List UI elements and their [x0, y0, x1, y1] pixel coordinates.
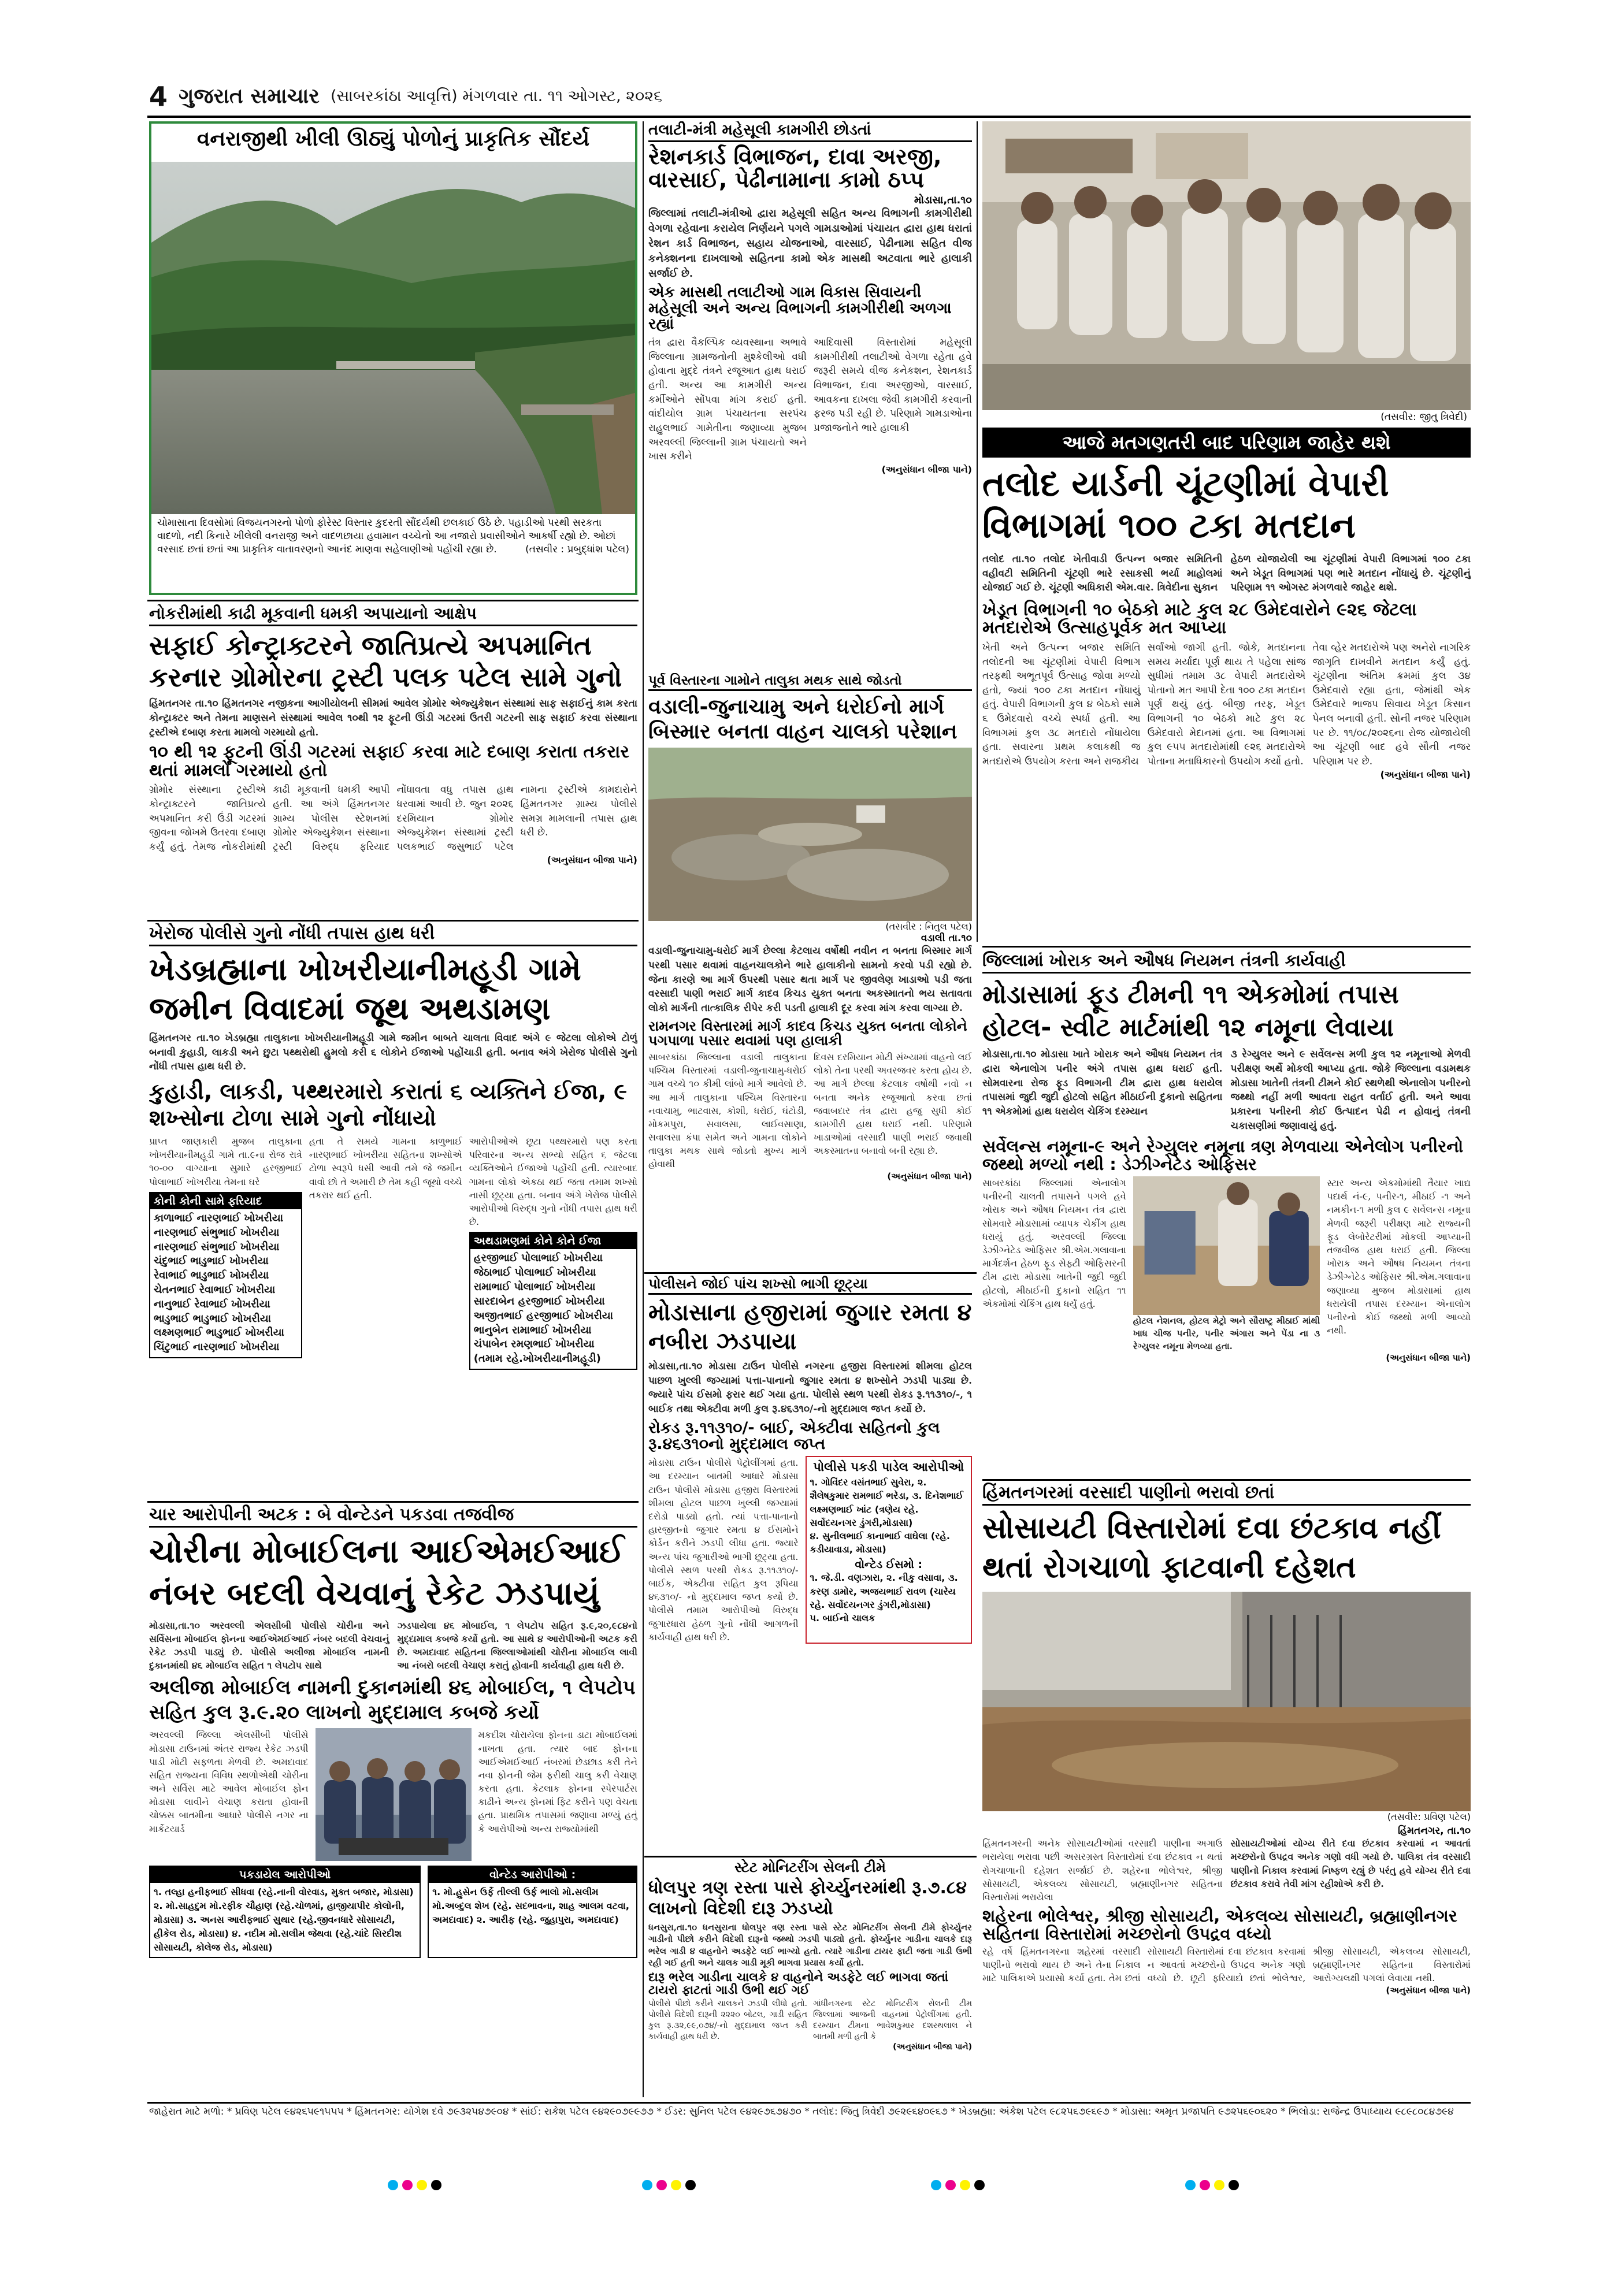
talod-story [982, 121, 1471, 942]
safai-body: ગ્રોમોર સંસ્થાના ટ્રસ્ટીએ કોન્ટ્રાક્ટરને જાતિપ્રત્યે અપમાનિત કરી ઉંડી ગટરમાં જીવના જોખમે ઉતરવા દબાણ કર્યું હતું. તેમજ નોકરીમાંથી કાઢી મૂકવાની ધમકી આપી હતી. આ અંગે હિંમતનગર ગ્રામ્ય પોલીસ સ્ટેશનમાં ગ્રોમોર એજ્યુકેશન સંસ્થાના ટ્રસ્ટી વિરુદ્ધ ફરિયાદ નોંધાવતા વધુ તપાસ હાથ ધરવામાં આવી છે. જુન ૨૦૨૬ દરમિયાન ગ્રોમોર એજ્યુકેશન સંસ્થામાં ટ્રસ્ટી પલકભાઈ જસુભાઈ પટેલ નામના ટ્રસ્ટીએ કામદારોને હિંમતનગર ગ્રામ્ય પોલીસે સમગ્ર મામલાની તપાસ હાથ ધરી છે. [149, 784, 637, 853]
society-subhead: શહેરના ભોલેશ્વર, શ્રીજી સોસાયટી, એકલવ્ય સોસાયટી, બ્રહ્માણીનગર સહિતના વિસ્તારોમાં મચ્છરોનો ઉપદ્રવ વધ્યો [982, 1906, 1457, 1944]
vadali-lead: વડાલી-જુનાચામુ-ધરોઈ માર્ગ છેલ્લા કેટલાય વર્ષોથી નવીન ન બનતા બિસ્માર માર્ગ પરથી પસાર થવામાં વાહનચાલકોને ભારે હાલાકીનો સામનો કરવો પડી રહ્યો છે. જેના કારણે આ માર્ગ ઉપરથી પસાર થતા માર્ગ પર જીવલેણ ખાડાઓ પડી જતા વરસાદી પાણી ભરાઈ માર્ગ કાદવ કિચડ યુક્ત બનતા અકસ્માતનો ભય સતાવતા લોકો માર્ગની તાત્કાલિક રીપેર કરી પડતી હાલાકી દૂર કરવા માંગ કરવા લાગ્યા છે. [648, 945, 972, 1014]
section-rule [644, 1272, 977, 1274]
gambling-subhead: રોકડ રૂ.૧૧૩૧૦/- બાઈ, એક્ટીવા સહિતનો કુલ રૂ.૪૬૩૧૦નો મુદ્દામાલ જપ્ત [648, 1418, 940, 1453]
society-story [982, 1483, 1471, 2101]
accused-box-title: કોની કોની સામે ફરિયાદ [150, 1193, 301, 1209]
wanted-accused-title: વોન્ટેડ આરોપીઓ : [429, 1867, 636, 1883]
gambling-kicker: પોલીસને જોઈ પાંચ શખ્સો ભાગી છૂટ્યા [648, 1276, 972, 1295]
mobile-lead-col1: મોડાસા,તા.૧૦ અરવલ્લી એલસીબી પોલીસે ચોરીના અને સર્વિસના મોબાઈલ ફોનના આઈએમઈઆઈ નંબર બદલી વેચવાનું રેકેટ ઝડપી પાડ્યું છે. પોલીસે અલીજા મોબાઈલ નામની દુકાનમાંથી ૪૬ મોબાઈલ સહિત ૧ લેપટોપ સાથે [149, 1619, 389, 1671]
khedbrahma-headline: ખેડબ્રહ્માના ખોખરીયાનીમહૂડી ગામે જમીન વિવાદમાં જૂથ અથડામણ [149, 951, 581, 1027]
talod-dateline: તલોદ તા.૧૦ [982, 553, 1036, 565]
edition-date: (સાબરકાંઠા આવૃત્તિ) મંગળવાર તા. ૧૧ ઓગસ્ટ, ૨૦૨૬ [331, 87, 663, 105]
list-item: સારદાબેન હરજીભાઈ ખોખરીયા [473, 1295, 605, 1307]
list-item: ૫. બાઈનો ચાલક [810, 1612, 875, 1623]
vadali-dateline: વડાલી તા.૧૦ [921, 932, 972, 945]
khedbrahma-kicker: ખેરોજ પોલીસે ગુનો નોંધી તપાસ હાથ ધરી [149, 923, 637, 946]
gambling-body: મોડાસા ટાઉન પોલીસે પેટ્રોલીંગમાં હતા. આ દરમ્યાન બાતમી આધારે મોડાસા ટાઉન પોલીસે મોડાસા હજીરા વિસ્તારમાં શીમલા હોટલ પાછળ ખુલ્લી જગ્યામાં દરોડો પાડ્યો હતો. ત્યાં પત્તા-પાનાનો હારજીતનો જુગાર રમતા ૪ ઈસમોને કોર્ડન કરીને ઝડપી લીધા હતા. જ્યારે અન્ય પાંચ જુગારીઓ ભાગી છૂટ્યા હતા. પોલીસે સ્થળ પરથી રોકડ રૂ.૧૧૩૧૦/-બાઈક, એક્ટીવા સહિત કુલ રૂપિયા ૪૬૩૧૦/- નો મુદ્દામાલ જપ્ત કર્યો છે. પોલીસે તમામ આરોપીઓ વિરુદ્ધ જુગારધારા હેઠળ ગુનો નોંધી આગળની કાર્યવાહી હાથ ધરી છે. [648, 1457, 799, 1643]
khedbrahma-body-col1: પ્રાપ્ત જાણકારી મુજબ તાલુકાના ખોખરીયાનીમહૂડી ગામે તા.૯ના રોજ રાત્રે ૧૦-૦૦ વાગ્યાના સુમારે હરજીભાઈ પોલાભાઈ ખોખરીયા તેમના ઘરે [149, 1136, 302, 1187]
section-rule [644, 1856, 977, 1857]
vadali-continued: (અનુસંધાન બીજા પાને) [887, 1171, 972, 1182]
vadali-story [648, 673, 972, 1268]
society-body-col1: હિંમતનગરની અનેક સોસાયટીઓમાં વરસાદી પાણીના અગાઉ ભરાયેલા ભરાવા પછી અસરગ્રસ્ત વિસ્તારોમાં દવા છંટકાવ ન થતાં રોગચાળાની દહેશત સર્જાઈ છે. શહેરના ભોલેશ્વર, શ્રીજી સોસાયટી, એકલવ્ય સોસાયટી, બ્રહ્માણીનગર સહિતના વિસ્તારોમાં ભરાયેલા [982, 1838, 1223, 1903]
mobile-body-col2: મકદીશ ચોરાયેલા ફોનના ડાટા મોબાઈલમાં નાખતા હતા. ત્યાર બાદ ફોનના આઈએમઈઆઈ નંબરમાં છેડછાડ કરી તેને નવા ફોનની જેમ ફરીથી ચાલુ કરી વેચાણ કરતા હતા. કેટલાક ફોનના સ્પેરપાર્ટસ કાઢીને અન્ય ફોનમાં ફિટ કરીને પણ વેચતા હતા. પ્રાથમિક તપાસમાં જણાવા મળ્યું હતું કે આરોપીઓ અન્ય રાજ્યોમાંથી [478, 1729, 637, 1834]
section-rule [147, 1501, 639, 1503]
list-item: (તમામ રહે.ખોખરીયાનીમહૂડી) [473, 1353, 601, 1365]
vadali-body-col2: દિવસ દરમિયાન મોટી સંખ્યામાં વાહનો લઈ લોકો તેના પરથી અવરજવર કરતા હોય છે. આ માર્ગ છેલ્લા કેટલાક વર્ષોથી નવો ન બનતા અનેક રજૂઆતો કરવા છતાં જવાબદાર તંત્ર દ્વારા હજુ સુધી કોઈ કામગીરી હાથ ધરાઈ નથી. પરિણામે ખાડાઓમાં વરસાદી પાણી ભરાઈ જવાથી અકસ્માતના બનાવો બની રહ્યા છે. [814, 1051, 972, 1157]
list-item: રેવાભાઈ ભાડુભાઈ ખોખરીયા [154, 1269, 269, 1282]
vadali-subhead: રામનગર વિસ્તારમાં માર્ગ કાદવ કિચડ યુક્ત બનતા લોકોને પગપાળા પસાર થવામાં પણ હાલાકી [648, 1017, 967, 1049]
food-subhead: સર્વેલન્સ નમૂના-૯ અને રેગ્યુલર નમૂના ત્રણ મેળવાયા એનેલોગ પનીરનો જથ્થો મળ્યો નથી : ડેઝીગ્નેટેડ ઓફિસર [982, 1136, 1464, 1174]
arrested-box-title: પોલીસે પકડી પાડેલ આરોપીઓ [813, 1460, 964, 1474]
food-photo-caption: હોટલ નેશનલ, હોટલ મેટ્રો અને સૌરાષ્ટ્ર મીઠાઈ માંથી ખાધ ચીજ પનીર, પનીર અંગારા અને પેંડા ના ૩ રેગ્યુલર નમૂના મેળવ્યા હતા. [1133, 1316, 1320, 1351]
mobile-body-col1: અરવલ્લી જિલ્લા એલસીબી પોલીસે મોડાસા ટાઉનમાં અંતર રાજ્ય રેકેટ ઝડપી પાડી મોટી સફળતા મેળવી છે. અમદાવાદ સહિત રાજ્યના વિવિધ સ્થળોએથી ચોરીના અને સર્વિસ માટે આવેલ મોબાઈલ ફોન મોડાસા લાવીને વેચાણ કરાતા હોવાની ચોક્કસ બાતમીના આધારે પોલીસે નગર ના માર્કેટયાર્ડ [149, 1729, 309, 1834]
talati-body-col2: આદિવાસી વિસ્તારોમાં મહેસૂલી કામગીરીથી તલાટીઓ વેગળા રહેતા હવે જરૂરી સમયે વીજ કનેકશન, રેશનકાર્ડ વિભાજન, દાવા અરજીઓ, વારસાઈ, આવકના દાખલા જેવી કામગીરી કરવાની ફરજ પડી રહી છે. પરિણામે ગામડાઓના પ્રજાજનોને ભારે હાલાકી [814, 337, 972, 434]
list-item: કાળાભાઈ નારણભાઈ ખોખરીયા [154, 1212, 284, 1224]
section-rule [982, 1479, 1471, 1481]
wanted-accused-list: ૧. મો.હુસેન ઉર્ફે તીલ્લી ઉર્ફ ભાલો મો.સલીમ મો.અબ્દુલ શેખ (રહે. સદભાવના, શાહ આલમ વટવા, અમદાવાદ) ૨. આરીફ (રહે. જુહાપુરા, અમદાવાદ) [432, 1886, 629, 1926]
liquor-body-col1: પોલીસે પીછો કરીને ચાલકને ઝડપી લીધો હતો. પોલીસે વિદેશી દારૂની ૨૨૨૦ બોટલ, ગાડી સહિત કુલ રૂ.૩૨,૯૯,૦૭૪/-નો મુદ્દામાલ જપ્ત કરી કાર્યવાહી હાથ ધરી છે. [648, 1999, 807, 2041]
food-body-col1: સાબરકાંઠા જિલ્લામાં એનાલોગ પનીરની ચાલતી તપાસને પગલે હવે ખોરાક અને ઔષધ નિયમન તંત્ર દ્વારા સોમવારે મોડાસામાં વ્યાપક ચેકીંગ હાથ ધરાયું હતું. અરવલ્લી જિલ્લા ડેઝીગ્નેટેડ ઓફિસર શ્રી.એમ.ગલાવાના માર્ગદર્શન હેઠળ ફૂડ સેફ્ટી ઓફિસરની ટીમ દ્વારા મોડાસા ખાતેની જુદી જુદી હોટલો, મીઠાઈની દુકાનો સહિત ૧૧ એકમોમાં ચેકિંગ હાથ ધર્યું હતું. [982, 1177, 1126, 1309]
khedbrahma-dateline: હિંમતનગર તા.૧૦ [149, 1032, 220, 1044]
talod-subhead: ખેડૂત વિભાગની ૧૦ બેઠકો માટે કુલ ૨૮ ઉમેદવારોને ૯૨૬ જેટલા મતદારોએ ઉત્સાહપૂર્વક મત આપ્યા [982, 599, 1417, 638]
list-item: રામાભાઈ પોલાભાઈ ખોખરીયા [473, 1281, 596, 1294]
talati-subhead: એક માસથી તલાટીઓ ગામ વિકાસ સિવાયની મહેસૂલી અને અન્ય વિભાગની કામગીરીથી અળગા રહ્યાં [648, 284, 952, 333]
food-kicker: જિલ્લામાં ખોરાક અને ઔષધ નિયમન તંત્રની કાર્યવાહી [982, 950, 1471, 974]
talod-headline: તલોદ યાર્ડની ચૂંટણીમાં વેપારી વિભાગમાં ૧૦૦ ટકા મતદાન [982, 464, 1389, 546]
liquor-lead: ધનસુરા,તા.૧૦ ધનસુરાના ધોલપુર ત્રણ રસ્તા પાસે સ્ટેટ મોનિટરીંગ સેલની ટીમે ફોર્ચ્યુનર ગાડીનો પીછો કરીને વિદેશી દારૂનો જથ્થો ઝડપી પાડ્યો હતો. ફોર્ચ્યુનર ગાડીના ચાલકે દારૂ ભરેલ ગાડી ૪ વાહનોને અડફેટે લઈ ભાગ્યો હતો. ત્યારે ગાડીના ટાયર ફાટી જતા ગાડી ઉભી રહી ગઈ હતી અને ચાલક ગાડી મૂકી ભાગવા પ્રયાસ કર્યો હતો. [648, 1922, 972, 1968]
wanted-title: વોન્ટેડ ઈસમો : [855, 1558, 923, 1571]
footer-rule [147, 2102, 1471, 2104]
talod-body-col2: સર્વાંઓ જાગી હતી. જોકે, મતદાનના સમય મર્યાદા પૂર્ણ થાય તે પહેલા સાંજ સુધીમાં તમામ ૩૮ વેપારી મતદારોએ પોતાનો મત આપી દેતા ૧૦૦ ટકા મતદાન પૂર્ણ થયું હતું. બીજી તરફ, ખેડૂત વિભાગની ૧૦ બેઠકો માટે કુલ ૨૮ ઉમેદવારો મેદાનમાં હતા. આ વિભાગમાં કુલ ૯૫૫ મતદારોમાંથી ૯૨૬ મતદારોએ પોતાના મતાધિકારનો ઉપયોગ કર્યો હતો. [1147, 641, 1306, 768]
damaged-road-photo [648, 748, 972, 921]
injured-list [470, 1249, 636, 1369]
arrested-accused-box [149, 1866, 421, 1958]
vadali-body-col1: સાબરકાંઠા જિલ્લાના વડાલી તાલુકાના પશ્ચિમ વિસ્તારમાં વડાલી-જુનાચામુ-ધરોઈ ગામ વચ્ચે ૧૦ કીમી લાંબો માર્ગ આવેલો છે. આ માર્ગ તાલુકાના પશ્ચિમ વિસ્તારના નવાચામુ, ભાટવાસ, કોશી, ધરોઈ, ઘંટોડી, મોકમપુરા, સવાલસા, લાઈવસાણા, સવાલસા કંપા સમેત અને ગામના લોકોને તાલુકા મથક સાથે જોડતો મુખ્ય માર્ગ હોવાથી [648, 1051, 807, 1170]
list-item: ૧. જે.ડી. વણઝારા, ૨. નીકુ વસાવા, ૩. કરણ ડામોર, અજયભાઈ રાવળ (ચારેય રહે. સર્વોદયનગર ડુંગરી,મોડાસા) [810, 1572, 958, 1610]
food-photo-block [1133, 1176, 1320, 1353]
gambling-dateline: મોડાસા,તા.૧૦ [648, 1361, 703, 1372]
food-body-col2: સ્ટાર અન્ય એકમોમાંથી તૈયાર ખાદ્ય પદાર્થ નં-૯, પનીર-૧, મીઠાઈ -૧ અને નમકીન-૧ મળી કુલ ૯ સર્વેલન્સ નમૂના મેળવી જરૂરી પરીક્ષણ માટે રાજ્યની ફૂડ લેબોરેટરીમાં મોકલી આપ્યાની તજવીજ હાથ ધરાઈ હતી. જિલ્લા ખોરાક અને ઔષધ નિયમન તંત્રના ડેઝીગ્નેટેડ ઓફિસર શ્રી.એમ.ગલાવાના જણાવ્યા મુજબ મોડાસામાં હાથ ધરાયેલી તપાસ દરમ્યાન એનાલોગ પનીરનો કોઈ જથ્થો મળી આવ્યો નથી. [1327, 1177, 1471, 1336]
talod-continued: (અનુસંધાન બીજા પાને) [1380, 768, 1471, 780]
talod-lead-col1: તલોદ તા.૧૦ તલોદ ખેતીવાડી ઉત્પન્ન બજાર સમિતિની વહીવટી સમિતિની ચૂંટણી ભારે રસાકસી ભર્યા માહોલમાં યોજાઈ ગઈ છે. ચૂંટણી અધિકારી એમ.વાર. ત્રિવેદીના સુકાન [982, 553, 1223, 594]
safai-subhead: ૧૦ થી ૧૨ ફૂટની ઊંડી ગટરમાં સફાઈ કરવા માટે દબાણ કરાતા તકરાર થતાં મામલો ગરમાયો હતો [149, 742, 629, 781]
waterlogged-street-photo [982, 1592, 1471, 1811]
section-rule [147, 600, 639, 601]
food-inspection-photo [1133, 1176, 1320, 1315]
vadali-kicker: પૂર્વ વિસ્તારના ગામોને તાલુકા મથક સાથે જોડતો [648, 673, 972, 691]
safai-story [149, 604, 637, 916]
list-item: ૧. ગોવિંદર વસંતભાઈ સુવેરા, ૨. શૈલેષકુમાર રામભાઈ ભરેડા, ૩. દિનેશભાઈ લક્ષ્મણભાઈ ખાંટ (ત્રણેય રહે. સર્વોદયનગર ડુંગરી,મોડાસા) [810, 1477, 963, 1528]
safai-dateline: હિંમતનગર તા.૧૦ [149, 698, 218, 710]
talod-kicker: આજે મતગણતરી બાદ પરિણામ જાહેર થશે [982, 428, 1471, 458]
accused-box [149, 1192, 302, 1358]
talod-body-col1: ખેતી અને ઉત્પન્ન બજાર સમિતિ તલોદની આ ચૂંટણીમાં વેપારી વિભાગ તરફથી અભૂતપૂર્વ ઉત્સાહ જોવા મળ્યો હતો, જ્યાં ૧૦૦ ટકા મતદાન નોંધાયું હતું. વેપારી વિભાગની કુલ ૪ બેઠકો સામે ૬ ઉમેદવારો વચ્ચે સ્પર્ધા હતી. આ વિભાગમાં કુલ ૩૮ મતદારો નોંધાયેલા હતા. સવારના પ્રથમ કલાકથી જ મતદારોએ ઉપયોગ કરતા અને રાજકીય [982, 641, 1141, 768]
footer-contacts: જાહેરાત માટે મળો: * પ્રવિણ પટેલ ૯૪૨૬૫૯૧૫૫૫ * હિંમતનગર: યોગેશ દવે ૭૯૩૨૫૪૭૯૦૪ * સાંઈ: રાકેશ પટેલ ૯૪૨૯૦૭૯૯૭૭ * ઈડર: સુનિલ પટેલ ૯૪૨૯૭૬૭૪૭૦ * તલોદ: જિતુ ત્રિવેદી ૭૯૨૯૬૪૦૯૬૭ * ખેડબ્રહ્મા: અંકેશ પટેલ ૯૮૨૫૬૭૯૬૯૭ * મોડાસા: અમૃત પ્રજાપતિ ૯૭૨૫૬૯૦૬૨૦ * ભિલોડા: રાજેન્દ્ર ઉપાધ્યાય ૯૮૯૮૦૮૪૭૯૪ [149, 2106, 1454, 2117]
society-continued: (અનુસંધાન બીજા પાને) [1386, 1985, 1471, 1996]
list-item: ૪. સુનીલભાઈ કાનાભાઈ વાઘેલા (રહે. કડીયાવાડા, મોડાસા) [810, 1530, 950, 1555]
safai-continued: (અનુસંધાન બીજા પાને) [547, 854, 637, 865]
talati-headline: રેશનકાર્ડ વિભાજન, દાવા અરજી, વારસાઈ, પેઢીનામાના કામો ઠપ્પ [648, 144, 942, 192]
safai-headline: સફાઈ કોન્ટ્રાક્ટરને જાતિપ્રત્યે અપમાનિત કરનાર ગ્રોમોરના ટ્રસ્ટી પલક પટેલ સામે ગુનો [149, 630, 622, 693]
column-rule [977, 121, 978, 942]
liquor-dateline: ધનસુરા,તા.૧૦ [648, 1922, 697, 1933]
polo-feature [149, 121, 637, 595]
list-item: ચંદુભાઈ ભાડુભાઈ ખોખરીયા [154, 1255, 269, 1268]
polo-photo-credit: (તસવીર : પ્રબુદ્ધાંશ પટેલ) [525, 543, 629, 555]
section-rule [147, 920, 639, 922]
list-item: લક્ષ્મણભાઈ ભાડુભાઈ ખોખરીયા [154, 1327, 284, 1339]
talod-body-col3: તેવા વ્હેર મતદારોએ પણ અનેરો નાગરિક જાગૃતિ દાખવીને મતદાન કર્યું હતું. ચૂંટણીના અંતિમ ક્રમમાં કુલ ૩૪ ઉમેદવારો રહ્યા હતા, જેમાંથી એક ઉમેદવારે ભાજપ સિવાય ખેડૂત કિસાન પેનલ બનાવી હતી. સોની નજર પરિણામ પર છે. ૧૧/૦૮/૨૦૨૬ના રોજ યોજાયેલી આ ચૂંટણી બાદ હવે સૌની નજર પરિણામ પર છે. [1312, 641, 1471, 768]
injured-box [469, 1232, 637, 1370]
list-item: અજીતભાઈ હરજીભાઈ ખોખરીયા [473, 1309, 614, 1322]
arrested-box [806, 1456, 972, 1644]
liquor-story [648, 1859, 972, 2101]
arrested-accused-title: પકડાયેલ આરોપીઓ [150, 1867, 420, 1883]
mobile-racket-story [149, 1504, 637, 2100]
liquor-kicker: સ્ટેટ મોનિટરીંગ સેલની ટીમે [734, 1859, 886, 1875]
list-item: હરજીભાઈ પોલાભાઈ ખોખરીયા [473, 1252, 603, 1265]
talod-lead-col2: હેઠળ યોજાયેલી આ ચૂંટણીમાં વેપારી વિભાગમાં ૧૦૦ ટકા અને ખેડૂત વિભાગમાં પણ ભારે મતદાન નોંધાયું છે. ચૂંટણીનું પરિણામ ૧૧ ઓગસ્ટ મંગળવારે જાહેર થશે. [1230, 553, 1471, 594]
food-story [982, 950, 1471, 1476]
khedbrahma-lead: હિંમતનગર તા.૧૦ ખેડબ્રહ્મા તાલુકાના ખોખરીયાનીમહૂડી ગામે જમીન બાબતે ચાલતા વિવાદ અંગે ૯ જેટલા લોકોએ ટોળું બનાવી કુહાડી, લાકડી અને છુટા પથ્થરોથી હુમલો કરી ૬ લોકોને ઈજાઓ પહોંચાડી હતી. બનાવ અંગે ખેરોજ પોલીસે ગુનો નોંધી તપાસ હાથ ધરી છે. [149, 1032, 637, 1073]
mobile-subhead: અલીજા મોબાઈલ નામની દુકાનમાંથી ૪૬ મોબાઈલ, ૧ લેપટોપ સહિત કુલ રૂ.૯.૨૦ લાખનો મુદ્દામાલ કબજે કર્યો [149, 1676, 636, 1724]
gambling-story [648, 1276, 972, 1853]
polo-title: વનરાજીથી ખીલી ઊઠ્યું પોળોનું પ્રાકૃતિક સૌંદર્ય [196, 127, 590, 151]
masthead [149, 81, 1016, 113]
khedbrahma-body-col3: આરોપીઓએ છૂટા પથ્થરમારો પણ કરતા પરિવારના અન્ય સભ્યો સહિત ૬ જેટલા વ્યક્તિઓને ઈજાઓ પહોંચી હતી. ત્યારબાદ ગામના લોકો એકઠા થઈ જતા તમામ શખ્સો નાસી છૂટ્યા હતા. બનાવ અંગે ખેરોજ પોલીસે આરોપીઓ વિરુદ્ધ ગુનો નોંધી તપાસ હાથ ધરી છે. [469, 1136, 637, 1228]
print-color-marks [381, 2177, 1248, 2194]
khedbrahma-story [149, 923, 637, 1498]
talati-kicker: તલાટી-મંત્રી મહેસૂલી કામગીરી છોડતાં [648, 121, 972, 142]
page-number: 4 [149, 81, 168, 112]
society-kicker: હિંમતનગરમાં વરસાદી પાણીનો ભરાવો છતાં [982, 1483, 1471, 1506]
list-item: ચિંટુભાઈ નારણભાઈ ખોખરીયા [154, 1341, 280, 1354]
column-rule [643, 121, 644, 2097]
talati-dateline: મોડાસા,તા.૧૦ [914, 194, 972, 206]
gambling-headline: મોડાસાના હજીરામાં જુગાર રમતા ૪ નબીરા ઝડપાયા [648, 1299, 972, 1355]
mobile-lead-col2: ઝડપાયેલા ૪૬ મોબાઈલ, ૧ લેપટોપ સહિત રૂ.૯,૨૦,૯૮૪નો મુદ્દામાલ કબજે કર્યો હતો. આ સાથે ૪ આરોપીઓની અટક કરી છે. અમદાવાદ સહિતના જિલ્લાઓમાંથી ચોરીના મોબાઈલ લાવી આ નંબરો બદલી વેચાણ કરાતું હોવાની કાર્યવાહી હાથ ધરી છે. [397, 1619, 637, 1671]
injured-box-title: અથડામણમાં કોને કોને ઈજા [470, 1233, 636, 1249]
polo-caption: ચોમાસાના દિવસોમાં વિજયનગરનો પોળો ફોરેસ્ટ વિસ્તાર કુદરતી સૌંદર્યથી છલકાઈ ઉઠે છે. પહાડીઓ પરથી સરકતા વાદળો, નદી કિનારે ખીલેલી વનરાજી અને વાદળછાયા હવામાન વચ્ચેનો આ નજારો પ્રવાસીઓને આકર્ષી રહ્યો છે. ઓછાં વરસાદ છતાં છતાં આ પ્રાકૃતિક વાતાવરણનો આનંદ માણવા સહેલાણીઓ પહોંચી રહ્યા છે. (તસવીર : પ્રબુદ્ધાંશ પટેલ) [151, 514, 635, 559]
list-item: ચંપાબેન રમણભાઈ ખોખરીયા [473, 1338, 595, 1351]
society-body-col3: રહે વર્ષે હિંમતનગરના શહેરમાં વરસાદી પાણીનો ભરાવો થાય છે અને તેના નિકાલ માટે પાલિકાએ પ્રયાસો કર્યા હતા. તેમ છતાં સોસાયટી વિસ્તારોમાં દવા છંટકાવ કરવામાં ન આવતાં મચ્છરોનો ઉપદ્રવ અનેક ગણો વધ્યો છે. છૂટી ફરિયાદો છતાં ભોલેશ્વર, શ્રીજી સોસાયટી, એકલવ્ય સોસાયટી, બ્રહ્માણીનગર સહિતના વિસ્તારોમાં આરોગ્યલક્ષી પગલાં લેવાયા નથી. [982, 1946, 1471, 1984]
talati-continued: (અનુસંધાન બીજા પાને) [881, 463, 972, 475]
mobile-dateline: મોડાસા,તા.૧૦ [149, 1619, 201, 1631]
talati-story [648, 121, 972, 670]
arrested-accused-list: ૧. તલ્હા હનીફભાઈ સીધવા (રહે.નાની વોરવાડ, મુક્ત બજાર, મોડાસા) ૨. મો.સાહદુમ મો.રફીક ચૌહાણ (રહે.ચોળમાં, હાજીયાપીર કોલોની, મોડાસા) ૩. અનસ આરીફભાઈ સુથાર (રહે.જીવનધારે સોસાયટી, હીકેલ રોડ, મોડાસા) ૪. નદીમ મો.સલીમ જેથવા (રહે.ચાંદે સિરદીશ સોસાયટી, કોલેજ રોડ, મોડાસા) [154, 1886, 414, 1953]
vadali-headline: વડાલી-જુનાચામુ અને ધરોઈનો માર્ગ બિસ્માર બનતા વાહન ચાલકો પરેશાન [648, 695, 958, 744]
food-dateline: મોડાસા,તા.૧૦ [982, 1049, 1037, 1061]
voter-photo-credit: (તસવીર: જીતુ ત્રિવેદી) [982, 410, 1471, 424]
talati-lead: જિલ્લામાં તલાટી-મંત્રીઓ દ્વારા મહેસૂલી સહિત અન્ય વિભાગની કામગીરીથી વેગળા રહેવાના કરાયેલ નિર્ણયને પગલે ગામડાઓમાં પંચાયત દ્વારા હાથ ધરાતાં રેશન કાર્ડ વિભાજન, સહાય યોજનાઓ, વારસાઈ, પેઢીનામા સહિત વીજ કનેક્શનના દાખલાઓ સહિતના કામો એક માસથી અટવાતા ભારે હાલાકી સર્જાઈ છે. [648, 207, 972, 280]
food-lead-col1: મોડાસા,તા.૧૦ મોડાસા ખાતે ખોરાક અને ઔષધ નિયમન તંત્ર દ્વારા એનાલોગ પનીર અંગે તપાસ હાથ ધરાઈ હતી. સોમવારના રોજ ફૂડ વિભાગની ટીમ દ્વારા હાથ ધરાયેલ તપાસમાં જુદી જુદી હોટલો સહિત મીઠાઈની દુકાનો સહિતના ૧૧ એકમોમાં હાથ ધરાયેલ ચેકિંગ દરમ્યાન [982, 1049, 1223, 1117]
liquor-body-col2: ગાંધીનગરના સ્ટેટ મોનિટરીંગ સેલની ટીમ જિલ્લામાં આજની વાહનમાં પેટ્રોલીંગમાં હતી. દરમ્યાન ટીમના ભાવેશકુમાર દશરથલાલ ને બાતમી મળી હતી કે [813, 1999, 972, 2041]
liquor-continued: (અનુસંધાન બીજા પાને) [893, 2042, 972, 2052]
vadali-photo-credit: (તસવીર : નિતુલ પટેલ) [648, 921, 972, 932]
society-photo-credit: (તસવીર: પ્રવિણ પટેલ) [982, 1811, 1471, 1823]
list-item: ભાનુબેન રામાભાઈ ખોખરીયા [473, 1324, 592, 1336]
list-item: જેઠાભાઈ પોલાભાઈ ખોખરીયા [473, 1266, 596, 1279]
list-item: નાનુભાઈ રેવાભાઈ ખોખરીયા [154, 1298, 270, 1310]
accused-group-photo [316, 1728, 472, 1861]
food-continued: (અનુસંધાન બીજા પાને) [1386, 1353, 1471, 1364]
society-headline: સોસાયટી વિસ્તારોમાં દવા છંટકાવ નહીં થતાં રોગચાળો ફાટવાની દહેશત [982, 1511, 1441, 1585]
safai-kicker: નોકરીમાંથી કાઢી મૂકવાની ધમકી અપાયાનો આક્ષેપ [149, 604, 637, 626]
list-item: ભાડુભાઈ ભાડુભાઈ ખોખરીયા [154, 1312, 272, 1325]
list-item: ચેતનભાઈ રેવાભાઈ ખોખરીયા [154, 1284, 276, 1296]
polo-landscape-image [151, 162, 635, 514]
list-item: નારણભાઈ સંભુભાઈ ખોખરીયા [154, 1226, 280, 1239]
society-dateline: હિંમતનગર, તા.૧૦ [1398, 1825, 1471, 1837]
masthead-rule [147, 116, 1471, 118]
liquor-headline: ધોલપુર ત્રણ રસ્તા પાસે ફોર્ચ્યુનરમાંથી રૂ.૭.૮૪ લાખનો વિદેશી દારૂ ઝડપ્યો [648, 1878, 967, 1919]
liquor-subhead: દારૂ ભરેલ ગાડીના ચાલકે ૪ વાહનોને અડફેટે લઈ ભાગવા જતાં ટાયરો ફાટતાં ગાડી ઉભી થઈ ગઈ [648, 1970, 948, 1997]
society-body-col2: સોસાયટીઓમાં યોગ્ય રીતે દવા છંટકાવ કરવામાં ન આવતાં મચ્છરોનો ઉપદ્રવ અનેક ગણો વધી ગયો છે. પાલિકા તંત્ર વરસાદી પાણીનો નિકાલ કરવામાં નિષ્ફળ રહ્યું છે પરંતુ હવે યોગ્ય રીતે દવા છંટકાવ કરાવે તેવી માંગ રહીશોએ કરી છે. [1230, 1838, 1471, 1889]
accused-list [150, 1209, 301, 1357]
voter-queue-photo [982, 121, 1471, 410]
food-headline: મોડાસામાં ફૂડ ટીમની ૧૧ એકમોમાં તપાસ હોટલ- સ્વીટ માર્ટમાંથી ૧૨ નમૂના લેવાયા [982, 980, 1399, 1043]
mobile-kicker: ચાર આરોપીની અટક : બે વોન્ટેડને પકડવા તજવીજ [149, 1504, 637, 1528]
safai-lead: હિંમતનગર તા.૧૦ હિંમતનગર નજીકના આગીયોલની સીમમાં આવેલ ગ્રોમોર એજ્યુકેશન સંસ્થામાં સાફ સફાઈનું કામ કરતા કોન્ટ્રાક્ટર અને તેમના માણસને સંસ્થામાં આવેલ ૧૦થી ૧૨ ફૂટની ઊંડી ગટરમાં ઉતરી ગટરની સાફ સફાઈ કરવા સંસ્થાના ટ્રસ્ટીએ દબાણ કરતા મામલો ગરમાયો હતો. [149, 698, 637, 738]
food-lead-col2: ૩ રેગ્યુલર અને ૯ સર્વેલન્સ મળી કુલ ૧૨ નમૂનાઓ મેળવી પરીક્ષણ અર્થે મોકલી આપ્યા હતા. જોકે જિલ્લાના વડામથક મોડાસા ખાતેની તંત્રની ટીમને કોઈ સ્થળેથી એનાલોગ પનીરનો જથ્થો નહીં મળી આવતા રાહત વર્તાઈ હતી. અને આવા પ્રકારના પનીરની કોઈ ઉત્પાદન પેઢી ન હોવાનું તંત્રની ચકાસણીમાં જણાવાયું હતું. [1230, 1049, 1471, 1132]
wanted-accused-box [428, 1866, 637, 1958]
gambling-lead: મોડાસા,તા.૧૦ મોડાસા ટાઉન પોલીસે નગરના હજીરા વિસ્તારમાં શીમલા હોટલ પાછળ ખુલ્લી જગ્યામાં પત્તા-પાનાનો જુગાર રમતા ૪ શખ્સોને ઝડપી પાડ્યા છે. જ્યારે પાંચ ઈસમો ફરાર થઈ ગયા હતા. પોલીસે સ્થળ પરથી રોકડ રૂ.૧૧૩૧૦/-, ૧ બાઈક તથા એક્ટીવા મળી કુલ રૂ.૪૬૩૧૦/-નો મુદ્દામાલ જપ્ત કર્યો છે. [648, 1361, 972, 1415]
khedbrahma-subhead: કુહાડી, લાકડી, પથ્થરમારો કરાતાં ૬ વ્યક્તિને ઈજા, ૯ શખ્સોના ટોળા સામે ગુનો નોંધાયો [149, 1078, 627, 1131]
list-item: નારણભાઈ સંભુભાઈ ખોખરીયા [154, 1240, 280, 1253]
khedbrahma-body-col2: હતા તે સમયે ગામના કાળુભાઈ નારણભાઈ ખોખરીયા સહિતના શખ્સોએ ટોળા સ્વરૂપે ધસી આવી તમે જે જમીન વાવો છો તે અમારી છે તેમ કહી જૂથો વચ્ચે તકરાર થઈ હતી. [309, 1136, 462, 1201]
paper-name: ગુજરાત સમાચાર [179, 84, 320, 108]
section-rule [982, 946, 1471, 948]
talati-body-col1: તંત્ર દ્વારા વૈકલ્પિક વ્યવસ્થાના અભાવે જિલ્લાના ગ્રામજનોની મુશ્કેલીઓ વધી હોવાના મુદ્દે તંત્રને રજૂઆત હાથ ધરાઈ હતી. અન્ય આ કામગીરી અન્ય કર્મીઓને સોંપવા માંગ કરાઈ હતી. વાંદીયોલ ગ્રામ પંચાયતના સરપંચ રાહુલભાઈ ગામેતીના જણાવ્યા મુજબ અરવલ્લી જિલ્લાની ગ્રામ પંચાયતો અને ખાસ કરીને [648, 337, 807, 463]
mobile-headline: ચોરીના મોબાઈલના આઈએમઈઆઈ નંબર બદલી વેચવાનું રેકેટ ઝડપાયું [149, 1533, 625, 1613]
